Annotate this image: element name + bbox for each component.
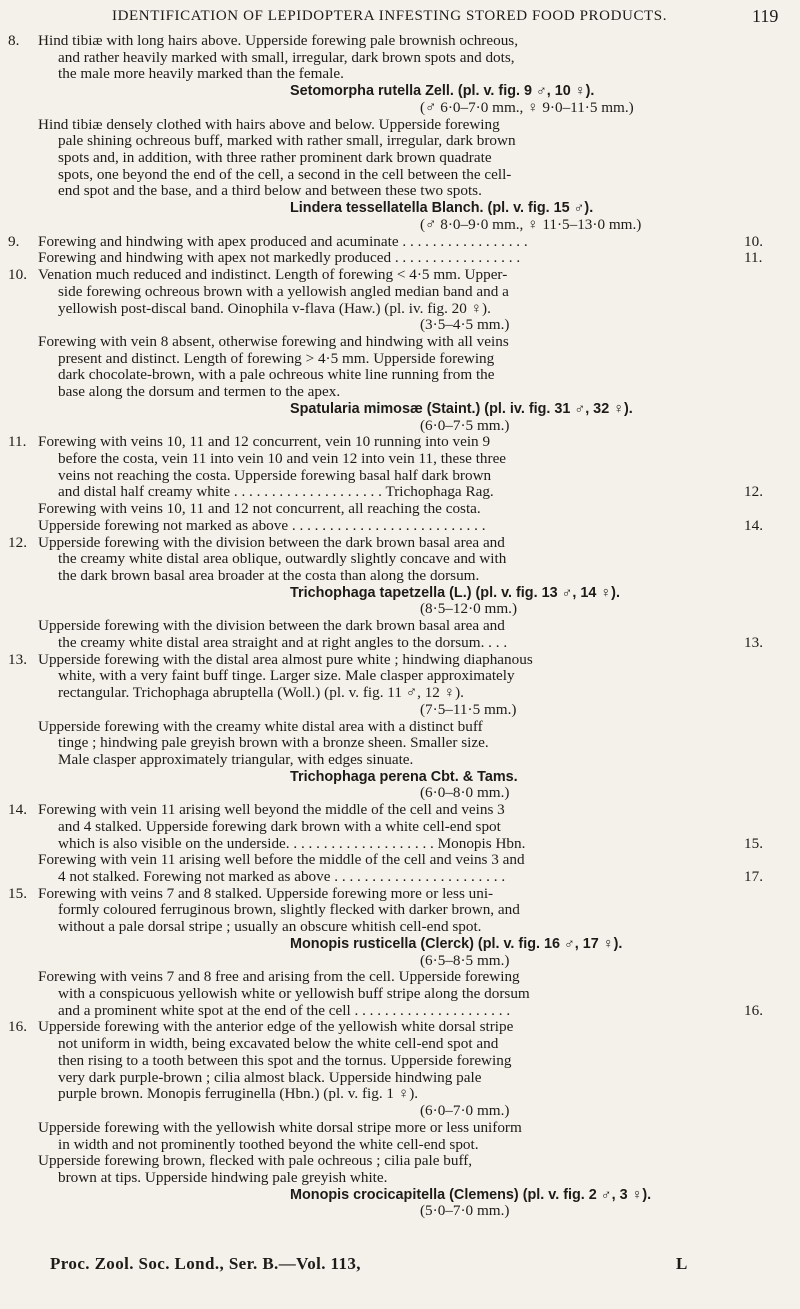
- couplet-reference: 15.: [744, 834, 763, 852]
- running-title: IDENTIFICATION OF LEPIDOPTERA INFESTING STORED FOOD PRODUCTS.: [112, 8, 668, 24]
- key-text: 4 not stalked. Forewing not marked as above . . . . . . . . . . . . . . . . . . . . . . .: [58, 868, 506, 885]
- key-text: with a conspicuous yellowish white or yellowish buff stripe along the dorsum: [58, 985, 530, 1003]
- key-text: (3·5–4·5 mm.): [420, 316, 510, 334]
- key-text: very dark purple-brown ; cilia almost black. Upperside hindwing pale: [58, 1068, 482, 1086]
- species-name: Lindera tessellatella Blanch. (pl. v. fig. 15 ♂).: [290, 200, 594, 217]
- key-text: not uniform in width, being excavated below the white cell-end spot and: [58, 1035, 499, 1053]
- key-text: pale shining ochreous buff, marked with rather small, irregular, dark brown: [58, 132, 516, 150]
- key-text: Upperside forewing not marked as above . . . . . . . . . . . . . . . . . . . . . . . . . .: [38, 516, 486, 534]
- couplet-number: 12.: [8, 533, 27, 551]
- key-text: the creamy white distal area straight and at right angles to the dorsum. . . .: [58, 633, 508, 651]
- couplet-number: 15.: [8, 884, 27, 902]
- key-text: Forewing and hindwing with apex produced and acuminate . . . . . . . . . . . . . . . . .: [38, 232, 528, 250]
- key-text: (6·5–8·5 mm.): [420, 951, 510, 969]
- key-text: end spot and the base, and a third below and between these two spots.: [58, 182, 482, 200]
- couplet-number: 16.: [8, 1018, 27, 1036]
- couplet-number: 8.: [8, 32, 20, 49]
- key-text: Upperside forewing with the distal area almost pure white ; hindwing diaphanous: [38, 650, 533, 668]
- couplet-reference: 10.: [744, 232, 763, 250]
- page-number: 119: [752, 6, 779, 26]
- couplet-reference: 14.: [744, 516, 763, 534]
- key-text: and 4 stalked. Upperside forewing dark brown with a white cell-end spot: [58, 817, 501, 835]
- key-text: Upperside forewing with the yellowish white dorsal stripe more or less uniform: [38, 1118, 522, 1136]
- key-text: Forewing with veins 7 and 8 stalked. Upperside forewing more or less uni-: [38, 884, 494, 902]
- key-text: white, with a very faint buff tinge. Larger size. Male clasper approximately: [58, 667, 515, 685]
- key-text: tinge ; hindwing pale greyish brown with a bronze sheen. Smaller size.: [58, 734, 489, 752]
- species-name: Monopis rusticella (Clerck) (pl. v. fig. 16 ♂, 17 ♀).: [290, 935, 623, 952]
- key-text: Upperside forewing brown, flecked with pale ochreous ; cilia pale buff,: [38, 1152, 473, 1170]
- key-text: the male more heavily marked than the female.: [58, 65, 344, 83]
- key-text: present and distinct. Length of forewing > 4·5 mm. Upperside forewing: [58, 349, 495, 367]
- key-text: (6·0–8·0 mm.): [420, 784, 510, 802]
- key-text: Forewing with veins 10, 11 and 12 concurrent, vein 10 running into vein 9: [38, 433, 491, 451]
- couplet-number: 10.: [8, 266, 27, 284]
- key-text: Upperside forewing with the division between the dark brown basal area and: [38, 533, 505, 551]
- key-text: (6·0–7·0 mm.): [420, 1102, 510, 1120]
- key-text: the dark brown basal area broader at the costa than along the dorsum.: [58, 567, 480, 585]
- key-text: (♂ 6·0–7·0 mm., ♀ 9·0–11·5 mm.): [420, 98, 634, 116]
- key-text: Forewing with vein 11 arising well before the middle of the cell and veins 3 and: [38, 851, 525, 869]
- key-text: Forewing and hindwing with apex not markedly produced . . . . . . . . . . . . . . . . .: [38, 249, 521, 267]
- key-text: Hind tibiæ with long hairs above. Upperside forewing pale brownish ochreous,: [38, 32, 519, 49]
- journal-citation: Proc. Zool. Soc. Lond., Ser. B.—Vol. 113,: [50, 1254, 361, 1273]
- couplet-number: 9.: [8, 232, 20, 250]
- key-text: in width and not prominently toothed beyond the white cell-end spot.: [58, 1135, 479, 1153]
- key-text: Upperside forewing with the creamy white distal area with a distinct buff: [38, 717, 483, 735]
- key-text: spots, one beyond the end of the cell, a second in the cell between the cell-: [58, 165, 512, 183]
- key-text: and a prominent white spot at the end of the cell . . . . . . . . . . . . . . . . . . . . .: [58, 1001, 511, 1019]
- key-text: dark chocolate-brown, with a pale ochreous white line running from the: [58, 366, 495, 384]
- key-text: and distal half creamy white . . . . . . . . . . . . . . . . . . . . Trichophaga Rag.: [58, 483, 494, 501]
- couplet-reference: 11.: [744, 249, 763, 267]
- key-text: Forewing with veins 7 and 8 free and arising from the cell. Upperside forewing: [38, 968, 520, 986]
- couplet-number: 11.: [8, 433, 27, 451]
- key-text: Upperside forewing with the anterior edge of the yellowish white dorsal stripe: [38, 1018, 514, 1036]
- key-text: formly coloured ferruginous brown, slightly flecked with darker brown, and: [58, 901, 520, 919]
- key-text: then rising to a tooth between this spot and the tornus. Upperside forewing: [58, 1051, 512, 1069]
- species-name: Monopis crocicapitella (Clemens) (pl. v. fig. 2 ♂, 3 ♀).: [290, 1186, 652, 1203]
- key-text: (♂ 8·0–9·0 mm., ♀ 11·5–13·0 mm.): [420, 215, 642, 233]
- key-text: before the costa, vein 11 into vein 10 and vein 12 into vein 11, these three: [58, 450, 507, 467]
- key-text: (8·5–12·0 mm.): [420, 600, 518, 618]
- key-text: which is also visible on the underside. . . . . . . . . . . . . . . . . . . . Monopis Hbn.: [58, 834, 526, 852]
- species-name: Spatularia mimosæ (Staint.) (pl. iv. fig. 31 ♂, 32 ♀).: [290, 400, 633, 417]
- key-text: the creamy white distal area oblique, outwardly slightly concave and with: [58, 550, 507, 568]
- key-text: rectangular. Trichophaga abruptella (Woll.) (pl. v. fig. 11 ♂, 12 ♀).: [58, 684, 464, 702]
- couplet-reference: 12.: [744, 483, 763, 501]
- couplet-reference: 13.: [744, 633, 763, 651]
- couplet-reference: 17.: [744, 868, 763, 885]
- couplet-number: 14.: [8, 801, 27, 819]
- key-text: base along the dorsum and termen to the apex.: [58, 383, 341, 401]
- couplet-reference: 16.: [744, 1001, 763, 1019]
- key-text: Forewing with veins 10, 11 and 12 not concurrent, all reaching the costa.: [38, 500, 481, 518]
- species-name: Setomorpha rutella Zell. (pl. v. fig. 9 ♂, 10 ♀).: [290, 83, 595, 100]
- key-text: (7·5–11·5 mm.): [420, 700, 517, 718]
- signature-mark: L: [676, 1254, 688, 1273]
- key-line: [0, 1200, 800, 1222]
- key-text: Forewing with vein 8 absent, otherwise forewing and hindwing with all veins: [38, 332, 509, 350]
- key-text: Hind tibiæ densely clothed with hairs above and below. Upperside forewing: [38, 115, 500, 133]
- key-text: Forewing with vein 11 arising well beyond the middle of the cell and veins 3: [38, 801, 505, 819]
- species-name: Trichophaga tapetzella (L.) (pl. v. fig. 13 ♂, 14 ♀).: [290, 584, 620, 601]
- key-text: yellowish post-discal band. Oinophila v-flava (Haw.) (pl. iv. fig. 20 ♀).: [58, 299, 491, 317]
- species-name: Trichophaga perena Cbt. & Tams.: [290, 768, 518, 785]
- key-text: veins not reaching the costa. Upperside forewing basal half dark brown: [58, 466, 492, 484]
- key-text: spots and, in addition, with three rather prominent dark brown quadrate: [58, 149, 492, 167]
- key-text: and rather heavily marked with small, irregular, dark brown spots and dots,: [58, 48, 515, 66]
- key-text: Upperside forewing with the division between the dark brown basal area and: [38, 617, 505, 635]
- key-text: purple brown. Monopis ferruginella (Hbn.) (pl. v. fig. 1 ♀).: [58, 1085, 419, 1103]
- key-text: (6·0–7·5 mm.): [420, 416, 510, 434]
- key-text: (5·0–7·0 mm.): [420, 1202, 510, 1220]
- key-text: brown at tips. Upperside hindwing pale greyish white.: [58, 1168, 388, 1186]
- key-text: side forewing ochreous brown with a yellowish angled median band and a: [58, 282, 509, 300]
- couplet-number: 13.: [8, 650, 27, 668]
- key-text: Male clasper approximately triangular, with edges sinuate.: [58, 750, 414, 768]
- key-text: Venation much reduced and indistinct. Length of forewing < 4·5 mm. Upper-: [38, 266, 508, 284]
- key-text: without a pale dorsal stripe ; usually an obscure whitish cell-end spot.: [58, 918, 482, 936]
